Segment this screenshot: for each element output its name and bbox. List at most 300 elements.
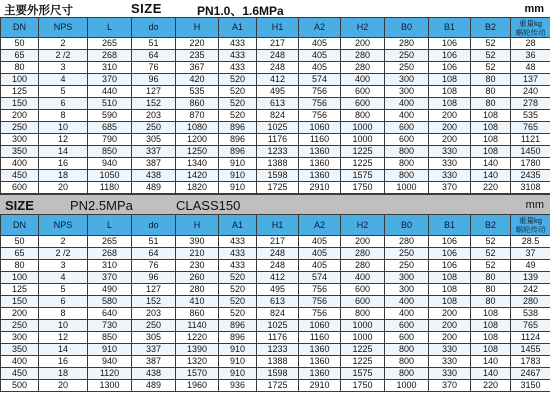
- table-cell: 756: [299, 86, 341, 98]
- table-cell: 535: [511, 110, 550, 122]
- table-cell: 400: [1, 158, 39, 170]
- table-cell: 412: [257, 74, 299, 86]
- col-header: L: [88, 18, 132, 38]
- table-cell: 520: [219, 86, 257, 98]
- section2-unit: mm: [525, 199, 544, 211]
- table-cell: 28.5: [511, 236, 550, 248]
- table-cell: 280: [511, 296, 550, 308]
- dimensions-table-pn25: [0, 214, 550, 392]
- table-cell: 106: [429, 260, 471, 272]
- table-cell: 18: [39, 170, 88, 182]
- table-row: [1, 368, 550, 380]
- table-cell: 220: [176, 38, 219, 50]
- table-cell: 1250: [176, 146, 219, 158]
- table-cell: 520: [219, 110, 257, 122]
- table-cell: 49: [511, 260, 550, 272]
- table-cell: 4: [39, 272, 88, 284]
- table-cell: 330: [429, 170, 471, 182]
- table-row: [1, 158, 550, 170]
- table-cell: 1000: [341, 134, 385, 146]
- table-cell: 370: [88, 74, 132, 86]
- weight-header-line1: 重量kg: [519, 216, 542, 225]
- col-header: NPS: [39, 18, 88, 38]
- table-cell: 1225: [341, 356, 385, 368]
- table-cell: 500: [1, 380, 39, 392]
- table-cell: 387: [132, 356, 176, 368]
- table-cell: 896: [219, 320, 257, 332]
- col-header: A2: [299, 18, 341, 38]
- table-row: [1, 308, 550, 320]
- table-cell: 940: [88, 158, 132, 170]
- table-cell: 400: [385, 308, 429, 320]
- col-header: H1: [257, 18, 299, 38]
- table-cell: 535: [176, 86, 219, 98]
- table-row: [1, 236, 550, 248]
- table-cell: 1388: [257, 158, 299, 170]
- table-cell: 4: [39, 74, 88, 86]
- table-cell: 800: [341, 308, 385, 320]
- col-header: B1: [429, 18, 471, 38]
- table-cell: 433: [219, 50, 257, 62]
- table-cell: 268: [88, 50, 132, 62]
- table-cell: 80: [471, 296, 511, 308]
- table-cell: 278: [511, 98, 550, 110]
- table-row: [1, 74, 550, 86]
- table-cell: 1420: [176, 170, 219, 182]
- table-cell: 200: [1, 110, 39, 122]
- table-cell: 6: [39, 98, 88, 110]
- table-cell: 400: [341, 74, 385, 86]
- table-cell: 14: [39, 344, 88, 356]
- col-header: H: [176, 215, 219, 236]
- table-cell: 613: [257, 98, 299, 110]
- table-cell: 52: [471, 260, 511, 272]
- table-cell: 16: [39, 356, 88, 368]
- table-row: [1, 98, 550, 110]
- table-cell: 280: [385, 38, 429, 50]
- table-cell: 18: [39, 368, 88, 380]
- table-cell: 52: [471, 50, 511, 62]
- table-cell: 80: [1, 260, 39, 272]
- table-cell: 800: [385, 368, 429, 380]
- table-cell: 203: [132, 110, 176, 122]
- table-cell: 1060: [299, 122, 341, 134]
- table-row: [1, 344, 550, 356]
- table-cell: 765: [511, 320, 550, 332]
- table-cell: 765: [511, 122, 550, 134]
- table-cell: 756: [299, 110, 341, 122]
- table-cell: 2: [39, 38, 88, 50]
- table-cell: 64: [132, 248, 176, 260]
- table-cell: 2910: [299, 182, 341, 194]
- table-cell: 405: [299, 62, 341, 74]
- table-cell: 800: [385, 146, 429, 158]
- table-cell: 220: [471, 182, 511, 194]
- table-cell: 600: [385, 134, 429, 146]
- table-cell: 685: [88, 122, 132, 134]
- col-header: H2: [341, 215, 385, 236]
- table-cell: 3150: [511, 380, 550, 392]
- table-cell: 280: [341, 50, 385, 62]
- table-row: [1, 260, 550, 272]
- table-cell: 790: [88, 134, 132, 146]
- col-header: B0: [385, 18, 429, 38]
- section2-class: CLASS150: [176, 198, 241, 213]
- table-cell: 580: [88, 296, 132, 308]
- table-cell: 152: [132, 296, 176, 308]
- table-cell: 387: [132, 158, 176, 170]
- table-cell: 150: [1, 296, 39, 308]
- table-cell: 910: [219, 182, 257, 194]
- table-cell: 106: [429, 248, 471, 260]
- table-cell: 730: [88, 320, 132, 332]
- table-cell: 2: [39, 236, 88, 248]
- table-cell: 140: [471, 158, 511, 170]
- table-cell: 600: [341, 86, 385, 98]
- table-cell: 337: [132, 344, 176, 356]
- table-cell: 1360: [299, 158, 341, 170]
- table-cell: 433: [219, 260, 257, 272]
- table-cell: 1388: [257, 356, 299, 368]
- table-cell: 1225: [341, 344, 385, 356]
- table-cell: 350: [1, 146, 39, 158]
- table-cell: 96: [132, 74, 176, 86]
- table-cell: 5: [39, 86, 88, 98]
- table-cell: 1225: [341, 158, 385, 170]
- table-cell: 590: [88, 110, 132, 122]
- table-cell: 305: [132, 332, 176, 344]
- table-cell: 3108: [511, 182, 550, 194]
- table-cell: 850: [88, 146, 132, 158]
- table-row: [1, 182, 550, 194]
- table-cell: 200: [429, 134, 471, 146]
- table-cell: 1300: [88, 380, 132, 392]
- table-cell: 305: [132, 134, 176, 146]
- table-row: [1, 170, 550, 182]
- table-cell: 574: [299, 272, 341, 284]
- col-header: H1: [257, 215, 299, 236]
- table-cell: 1598: [257, 368, 299, 380]
- col-header: B2: [471, 215, 511, 236]
- table-cell: 824: [257, 308, 299, 320]
- table-cell: 330: [429, 356, 471, 368]
- table-cell: 250: [385, 260, 429, 272]
- table-cell: 108: [429, 272, 471, 284]
- table-cell: 936: [219, 380, 257, 392]
- table-cell: 250: [132, 122, 176, 134]
- col-header: A2: [299, 215, 341, 236]
- table-cell: 896: [219, 134, 257, 146]
- col-header: B1: [429, 215, 471, 236]
- table-cell: 1360: [299, 146, 341, 158]
- table-cell: 230: [176, 260, 219, 272]
- table-cell: 640: [88, 308, 132, 320]
- table-cell: 20: [39, 380, 88, 392]
- table-cell: 76: [132, 62, 176, 74]
- table-cell: 520: [219, 284, 257, 296]
- table-cell: 1725: [257, 182, 299, 194]
- table-cell: 52: [471, 236, 511, 248]
- table-cell: 1000: [385, 380, 429, 392]
- table-row: [1, 62, 550, 74]
- table-cell: 400: [1, 356, 39, 368]
- table2-body: [1, 236, 550, 392]
- table-row: [1, 146, 550, 158]
- table-cell: 65: [1, 50, 39, 62]
- table-cell: 400: [385, 110, 429, 122]
- table-cell: 489: [132, 380, 176, 392]
- table-cell: 260: [176, 272, 219, 284]
- section2-pressure: PN2.5MPa: [70, 198, 133, 213]
- table-row: [1, 38, 550, 50]
- table-cell: 100: [1, 74, 39, 86]
- table-cell: 1360: [299, 344, 341, 356]
- table-cell: 280: [341, 248, 385, 260]
- table-cell: 250: [385, 248, 429, 260]
- weight-header-line1: 重量kg: [519, 18, 542, 28]
- table-cell: 108: [471, 320, 511, 332]
- table-cell: 330: [429, 344, 471, 356]
- col-header: B2: [471, 18, 511, 38]
- table-cell: 280: [341, 62, 385, 74]
- table-cell: 36: [511, 50, 550, 62]
- table-cell: 756: [299, 308, 341, 320]
- table-cell: 140: [471, 368, 511, 380]
- table-cell: 80: [1, 62, 39, 74]
- table-cell: 140: [471, 356, 511, 368]
- table-cell: 139: [511, 272, 550, 284]
- table1-body: [1, 38, 550, 194]
- table-cell: 108: [471, 332, 511, 344]
- table-cell: 800: [385, 170, 429, 182]
- table-cell: 756: [299, 98, 341, 110]
- table-cell: 405: [299, 260, 341, 272]
- table2-header-row: [1, 215, 550, 236]
- table-cell: 495: [257, 284, 299, 296]
- table-cell: 800: [385, 356, 429, 368]
- table-cell: 600: [1, 182, 39, 194]
- table-cell: 300: [385, 272, 429, 284]
- table-cell: 1820: [176, 182, 219, 194]
- table-row: [1, 380, 550, 392]
- table-cell: 613: [257, 296, 299, 308]
- table-cell: 108: [429, 98, 471, 110]
- table-cell: 1080: [176, 122, 219, 134]
- table-cell: 1225: [341, 146, 385, 158]
- col-header-weight: [511, 215, 550, 236]
- table-cell: 51: [132, 236, 176, 248]
- table-cell: 490: [88, 284, 132, 296]
- table-cell: 433: [219, 236, 257, 248]
- table-cell: 910: [88, 344, 132, 356]
- table-cell: 1450: [511, 146, 550, 158]
- table-cell: 405: [299, 50, 341, 62]
- table-cell: 410: [176, 296, 219, 308]
- table-cell: 1176: [257, 134, 299, 146]
- table-cell: 250: [1, 122, 39, 134]
- table-cell: 510: [88, 98, 132, 110]
- table-cell: 6: [39, 296, 88, 308]
- table-cell: 14: [39, 146, 88, 158]
- table-cell: 433: [219, 248, 257, 260]
- table-cell: 1000: [341, 320, 385, 332]
- table-cell: 1455: [511, 344, 550, 356]
- table-cell: 1121: [511, 134, 550, 146]
- table-cell: 52: [471, 248, 511, 260]
- table-cell: 106: [429, 38, 471, 50]
- table-cell: 250: [385, 62, 429, 74]
- table-cell: 1000: [341, 122, 385, 134]
- table-cell: 520: [219, 296, 257, 308]
- table-cell: 200: [429, 320, 471, 332]
- table-cell: 108: [471, 134, 511, 146]
- table-cell: 1570: [176, 368, 219, 380]
- table-cell: 1360: [299, 368, 341, 380]
- table-row: [1, 272, 550, 284]
- table-row: [1, 50, 550, 62]
- table-cell: 200: [429, 308, 471, 320]
- col-header-weight: [511, 18, 550, 38]
- table-cell: 300: [385, 86, 429, 98]
- table-cell: 860: [176, 308, 219, 320]
- table-cell: 1180: [88, 182, 132, 194]
- table-cell: 2910: [299, 380, 341, 392]
- table-cell: 280: [385, 236, 429, 248]
- table-cell: 2467: [511, 368, 550, 380]
- table-cell: 280: [176, 284, 219, 296]
- table-row: [1, 320, 550, 332]
- table-cell: 1233: [257, 146, 299, 158]
- table-cell: 1575: [341, 368, 385, 380]
- table-row: [1, 122, 550, 134]
- table-cell: 80: [471, 98, 511, 110]
- table-cell: 108: [471, 110, 511, 122]
- table-cell: 330: [429, 146, 471, 158]
- table-cell: 106: [429, 50, 471, 62]
- table-cell: 850: [88, 332, 132, 344]
- table-cell: 200: [341, 236, 385, 248]
- table-cell: 910: [219, 344, 257, 356]
- col-header: H: [176, 18, 219, 38]
- table-cell: 1060: [299, 320, 341, 332]
- col-header: A1: [219, 215, 257, 236]
- table-cell: 1960: [176, 380, 219, 392]
- table-cell: 12: [39, 134, 88, 146]
- table-cell: 20: [39, 182, 88, 194]
- table-cell: 1176: [257, 332, 299, 344]
- table-cell: 52: [471, 38, 511, 50]
- table-cell: 370: [429, 380, 471, 392]
- table-cell: 203: [132, 308, 176, 320]
- table-cell: 280: [341, 260, 385, 272]
- table-cell: 330: [429, 158, 471, 170]
- table-cell: 8: [39, 308, 88, 320]
- table-cell: 1220: [176, 332, 219, 344]
- table-cell: 50: [1, 236, 39, 248]
- table-cell: 438: [132, 368, 176, 380]
- col-header: do: [132, 215, 176, 236]
- col-header: NPS: [39, 215, 88, 236]
- table-cell: 8: [39, 110, 88, 122]
- col-header: DN: [1, 18, 39, 38]
- weight-header-line2: 蜗轮传动: [515, 225, 546, 234]
- table-cell: 250: [1, 320, 39, 332]
- table-cell: 400: [341, 272, 385, 284]
- table-cell: 910: [219, 170, 257, 182]
- table-cell: 1025: [257, 320, 299, 332]
- table-cell: 10: [39, 122, 88, 134]
- table-cell: 1025: [257, 122, 299, 134]
- table-cell: 1575: [341, 170, 385, 182]
- table-cell: 3: [39, 260, 88, 272]
- table-row: [1, 86, 550, 98]
- table-cell: 1340: [176, 158, 219, 170]
- table-cell: 80: [471, 272, 511, 284]
- table-cell: 106: [429, 236, 471, 248]
- table-cell: 600: [385, 332, 429, 344]
- table-cell: 1233: [257, 344, 299, 356]
- table-cell: 300: [1, 332, 39, 344]
- table-cell: 265: [88, 38, 132, 50]
- col-header: DN: [1, 215, 39, 236]
- table-cell: 125: [1, 284, 39, 296]
- table-cell: 600: [341, 296, 385, 308]
- table-cell: 106: [429, 62, 471, 74]
- table-cell: 433: [219, 62, 257, 74]
- table-cell: 248: [257, 50, 299, 62]
- table-row: [1, 284, 550, 296]
- table-cell: 300: [1, 134, 39, 146]
- table-cell: 52: [471, 62, 511, 74]
- table-cell: 235: [176, 50, 219, 62]
- table-cell: 2 /2: [39, 248, 88, 260]
- table-cell: 440: [88, 86, 132, 98]
- table-cell: 265: [88, 236, 132, 248]
- table-cell: 495: [257, 86, 299, 98]
- table-cell: 108: [429, 86, 471, 98]
- table-cell: 200: [429, 122, 471, 134]
- table-cell: 50: [1, 38, 39, 50]
- table-cell: 16: [39, 158, 88, 170]
- table-cell: 108: [429, 296, 471, 308]
- table-cell: 200: [429, 110, 471, 122]
- section2-size-label: SIZE: [5, 198, 34, 213]
- table-cell: 412: [257, 272, 299, 284]
- table-cell: 268: [88, 248, 132, 260]
- table-cell: 800: [385, 344, 429, 356]
- table-cell: 127: [132, 284, 176, 296]
- section1-title-bar: [0, 0, 550, 17]
- table-cell: 37: [511, 248, 550, 260]
- table-row: [1, 356, 550, 368]
- table-cell: 51: [132, 38, 176, 50]
- table-cell: 80: [471, 74, 511, 86]
- table-cell: 248: [257, 260, 299, 272]
- table-cell: 405: [299, 38, 341, 50]
- table-cell: 450: [1, 368, 39, 380]
- table-cell: 250: [385, 50, 429, 62]
- table-cell: 1160: [299, 134, 341, 146]
- table-cell: 1050: [88, 170, 132, 182]
- table-cell: 64: [132, 50, 176, 62]
- table-cell: 910: [219, 356, 257, 368]
- col-header: A1: [219, 18, 257, 38]
- table-cell: 200: [429, 332, 471, 344]
- table-cell: 420: [176, 74, 219, 86]
- table-cell: 1200: [176, 134, 219, 146]
- table-cell: 108: [471, 146, 511, 158]
- table-cell: 220: [471, 380, 511, 392]
